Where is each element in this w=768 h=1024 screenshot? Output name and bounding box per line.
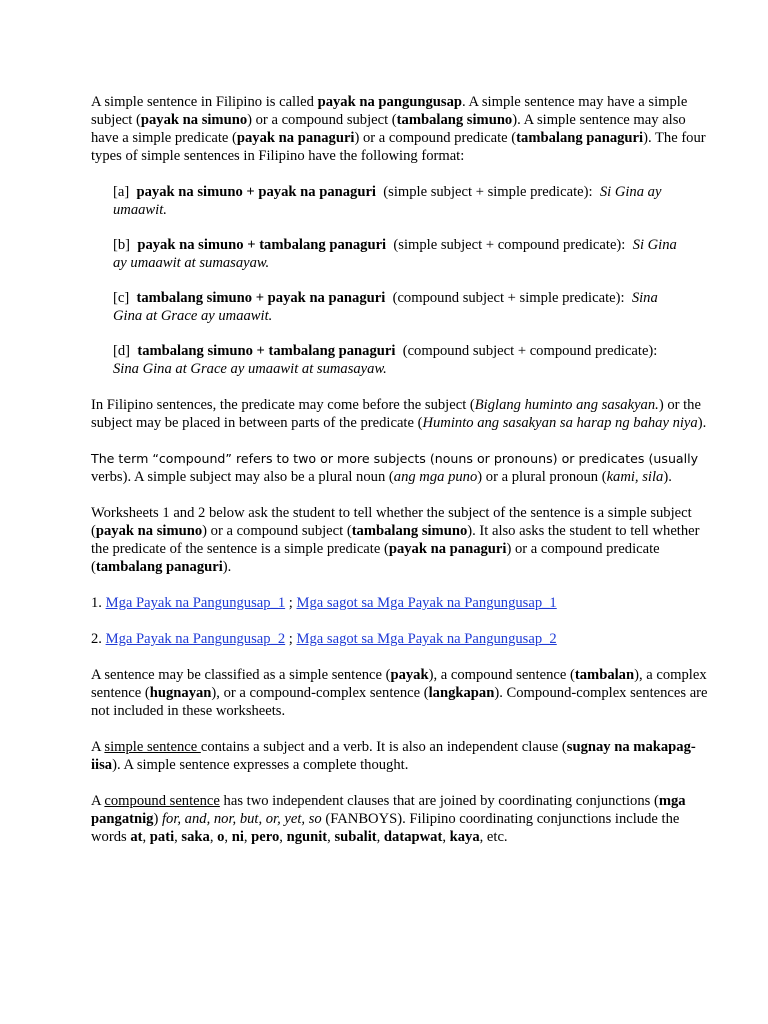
item-formula: payak na simuno + tambalang panaguri (137, 237, 387, 253)
conjunction: pati (149, 829, 175, 845)
comma: , (279, 829, 287, 845)
text: ) or a plural pronoun ( (477, 469, 607, 485)
term-payak-na-panaguri: payak na panaguri (236, 130, 355, 146)
text: has two independent clauses that are joined by coordinating conjunctions ( (219, 793, 659, 809)
format-item-a (113, 183, 708, 219)
text: ), a complex sentence ( (91, 667, 707, 701)
conjunction: kaya (449, 829, 480, 845)
conjunction: o (217, 829, 225, 845)
term-tambalang-panaguri: tambalang panaguri (516, 130, 644, 146)
item-tag: [a] (113, 184, 130, 200)
word-order-paragraph (91, 396, 708, 432)
comma: , (224, 829, 232, 845)
text: , etc. (479, 829, 508, 845)
text: ) (153, 811, 162, 827)
item-example: Si Gina ay umaawit. (113, 184, 662, 218)
text: A (91, 739, 105, 755)
comma: , (442, 829, 450, 845)
term: langkapan (428, 685, 495, 701)
simple-sentence-paragraph (91, 738, 708, 774)
underlined-term: simple sentence (104, 739, 201, 755)
conjunction: saka (181, 829, 210, 845)
term: tambalan (574, 667, 635, 683)
comma: , (142, 829, 150, 845)
text: ). A simple sentence may also have a simple predicate ( (91, 112, 686, 146)
intro-paragraph (91, 93, 708, 165)
term: payak na panaguri (388, 541, 507, 557)
comma: , (243, 829, 252, 845)
comma: , (376, 829, 384, 845)
term: payak na simuno (95, 523, 203, 539)
item-formula: payak na simuno + payak na panaguri (136, 184, 376, 200)
separator: ; (285, 595, 297, 611)
text: ), or a compound-complex sentence ( (211, 685, 429, 701)
term-payak-na-simuno: payak na simuno (140, 112, 248, 128)
term: hugnayan (149, 685, 212, 701)
text: Worksheets 1 and 2 below ask the student to tell whether the subject of the sentence is a simple subject ( (91, 505, 692, 539)
text: ) or a compound predicate ( (91, 541, 660, 575)
term-payak-na-pangungusap: payak na pangungusap (317, 94, 462, 110)
text: ). Compound-complex sentences are not included in these worksheets. (91, 685, 708, 719)
term: tambalang panaguri (95, 559, 223, 575)
text: The term “compound” refers to two or more subjects (nouns or pronouns) or predicates (usually (91, 451, 699, 466)
compound-sentence-paragraph (91, 792, 708, 846)
text: ). A simple sentence expresses a complete thought. (112, 757, 409, 773)
item-formula: tambalang simuno + tambalang panaguri (137, 343, 396, 359)
term: sugnay na makapag-iisa (91, 739, 696, 773)
worksheet-links-2 (91, 630, 708, 648)
comma: , (327, 829, 335, 845)
text: contains a subject and a verb. It is also an independent clause ( (200, 739, 567, 755)
item-example: Sina Gina at Grace ay umaawit at sumasayaw. (113, 361, 387, 377)
list-number: 1. (91, 595, 106, 611)
worksheet-2-answers-link[interactable]: Mga sagot sa Mga Payak na Pangungusap_2 (296, 631, 557, 647)
text: ) or a compound subject ( (202, 523, 352, 539)
conjunction: ngunit (286, 829, 328, 845)
item-description: (compound subject + simple predicate): (392, 290, 625, 306)
text: . A simple sentence may have a simple subject ( (91, 94, 688, 128)
text: (FANBOYS). Filipino coordinating conjunctions include the words (91, 811, 680, 845)
comma: , (209, 829, 218, 845)
example-sentence: Biglang huminto ang sasakyan. (474, 397, 659, 413)
text: ) or a compound subject ( (247, 112, 397, 128)
conjunction: subalit (334, 829, 377, 845)
format-item-d (113, 342, 708, 378)
term-tambalang-simuno: tambalang simuno (396, 112, 513, 128)
item-description: (simple subject + compound predicate): (393, 237, 626, 253)
text: ) or the subject may be placed in between parts of the predicate ( (91, 397, 701, 431)
conjunction: at (130, 829, 143, 845)
text: verbs). A simple subject may also be a plural noun ( (91, 469, 394, 485)
classification-paragraph (91, 666, 708, 720)
item-formula: tambalang simuno + payak na panaguri (136, 290, 386, 306)
text: ) or a compound predicate ( (354, 130, 517, 146)
text: ), a compound sentence ( (428, 667, 575, 683)
worksheet-1-link[interactable]: Mga Payak na Pangungusap_1 (105, 595, 286, 611)
worksheet-1-answers-link[interactable]: Mga sagot sa Mga Payak na Pangungusap_1 (296, 595, 557, 611)
item-tag: [b] (113, 237, 131, 253)
english-conjunctions: for, and, nor, but, or, yet, so (161, 811, 322, 827)
conjunction: datapwat (383, 829, 443, 845)
example-pronoun: kami, sila (606, 469, 664, 485)
text: ). (663, 469, 672, 485)
text: A sentence may be classified as a simple sentence ( (91, 667, 391, 683)
example-sentence: Huminto ang sasakyan sa harap ng bahay niya (422, 415, 698, 431)
item-example: Si Gina ay umaawit at sumasayaw. (113, 237, 677, 271)
text: ). The four types of simple sentences in Filipino have the following format: (91, 130, 706, 164)
item-description: (simple subject + simple predicate): (383, 184, 593, 200)
text: A (91, 793, 105, 809)
separator: ; (285, 631, 297, 647)
conjunction: ni (231, 829, 244, 845)
list-number: 2. (91, 631, 106, 647)
text: In Filipino sentences, the predicate may come before the subject ( (91, 397, 475, 413)
format-item-c (113, 289, 708, 325)
text: A simple sentence in Filipino is called (91, 94, 318, 110)
text: ). (697, 415, 707, 431)
comma: , (174, 829, 182, 845)
conjunction: pero (251, 829, 280, 845)
text: ). It also asks the student to tell whether the predicate of the sentence is a simple predicate ( (91, 523, 700, 557)
item-tag: [d] (113, 343, 131, 359)
worksheets-paragraph (91, 504, 708, 576)
worksheet-2-link[interactable]: Mga Payak na Pangungusap_2 (105, 631, 286, 647)
text: ). (222, 559, 232, 575)
compound-definition-paragraph (91, 450, 708, 486)
term: mga pangatnig (91, 793, 686, 827)
format-item-b (113, 236, 708, 272)
item-example: Sina Gina at Grace ay umaawit. (113, 290, 658, 324)
underlined-term: compound sentence (104, 793, 220, 809)
term: tambalang simuno (351, 523, 468, 539)
example-noun: ang mga puno (393, 469, 478, 485)
item-description: (compound subject + compound predicate): (402, 343, 658, 359)
worksheet-links-1 (91, 594, 708, 612)
term: payak (390, 667, 429, 683)
item-tag: [c] (113, 290, 130, 306)
